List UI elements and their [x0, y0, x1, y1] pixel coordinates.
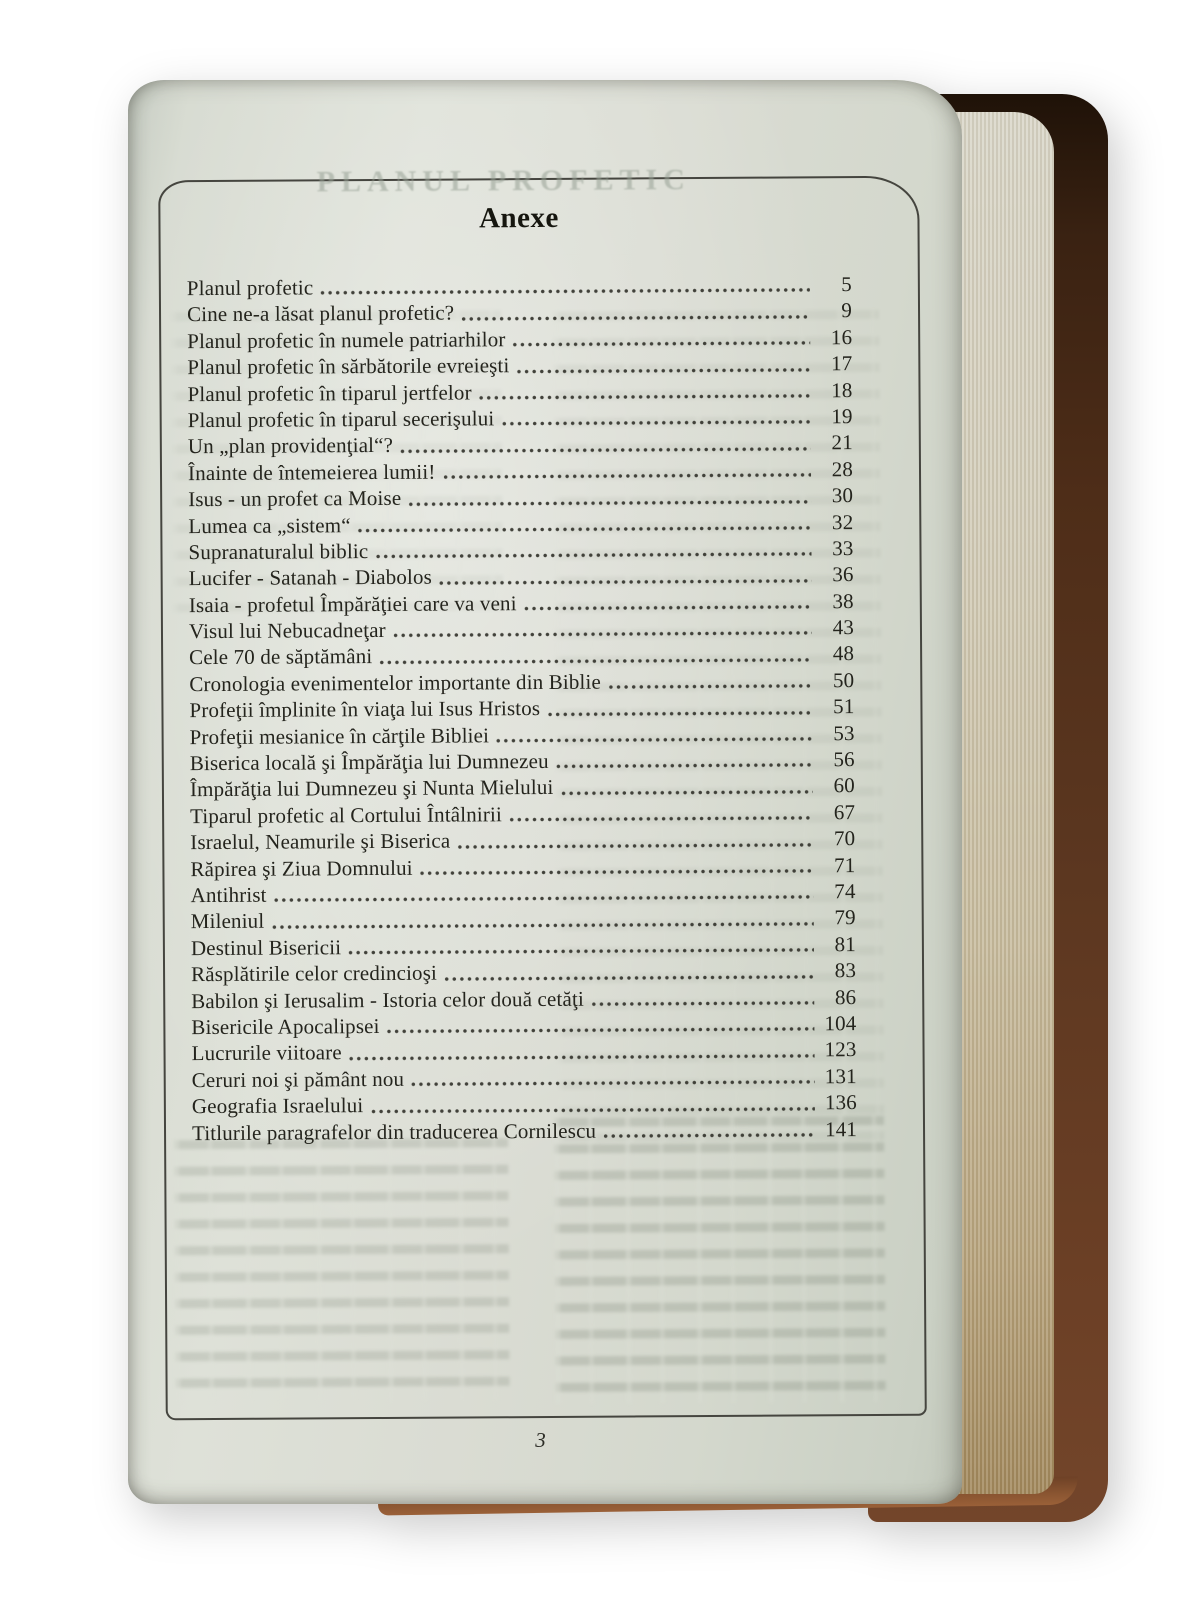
toc-entry-page: 18 — [831, 377, 853, 402]
page-title: Anexe — [478, 201, 559, 235]
toc-row — [191, 1037, 856, 1067]
toc-leader-dots — [444, 972, 814, 983]
toc-leader-dots — [591, 998, 814, 1008]
toc-row — [188, 483, 853, 513]
bleed-through-text-block — [554, 1116, 886, 1404]
toc-entry-page: 136 — [824, 1090, 857, 1115]
toc-leader-dots — [274, 893, 814, 905]
toc-leader-dots — [348, 946, 814, 958]
toc-row — [190, 747, 855, 777]
toc-row — [189, 668, 854, 698]
toc-entry-page: 48 — [832, 641, 855, 666]
toc-leader-dots — [479, 391, 811, 402]
toc-row — [190, 800, 855, 830]
toc-entry-page: 9 — [841, 298, 853, 323]
toc-entry-page: 50 — [832, 667, 855, 693]
toc-entry-title: Lucrurile viitoare — [191, 1040, 342, 1066]
toc-row — [189, 562, 854, 592]
toc-entry-page: 43 — [832, 615, 855, 640]
toc-entry-title: Un „plan providenţial“? — [187, 433, 394, 459]
toc-row — [191, 985, 856, 1015]
toc-row — [189, 589, 854, 619]
toc-entry-page: 19 — [831, 404, 853, 429]
toc-entry-title: Visul lui Nebucadneţar — [188, 618, 386, 644]
toc-leader-dots — [443, 470, 812, 481]
toc-entry-page: 30 — [831, 483, 854, 508]
toc-entry-page: 56 — [833, 747, 855, 772]
toc-entry-page: 5 — [841, 272, 852, 297]
toc-entry-title: Biserica locală şi Împărăţia lui Dumnezeu — [189, 748, 549, 776]
toc-entry-page: 74 — [834, 879, 856, 904]
toc-entry-page: 70 — [833, 826, 856, 851]
toc-entry-page: 51 — [833, 694, 855, 719]
toc-entry-title: Lumea ca „sistem“ — [188, 512, 351, 538]
toc-entry-title: Destinul Bisericii — [190, 934, 342, 960]
toc-entry-title: Babilon şi Ierusalim - Istoria celor două cetăţi — [191, 986, 584, 1013]
toc-entry-title: Răpirea şi Ziua Domnului — [190, 855, 413, 881]
toc-row — [188, 510, 853, 540]
toc-entry-page: 123 — [824, 1037, 857, 1062]
toc-row — [192, 1117, 857, 1147]
toc-row — [190, 853, 855, 883]
toc-list — [187, 272, 857, 1147]
toc-entry-title: Isus - un profet ca Moise — [188, 485, 402, 512]
toc-entry-page: 53 — [833, 720, 855, 745]
toc-row — [187, 298, 852, 328]
toc-entry-page: 81 — [834, 931, 856, 956]
toc-entry-title: Antihrist — [190, 882, 267, 908]
toc-entry-title: Bisericile Apocalipsei — [191, 1013, 380, 1040]
toc-leader-dots — [393, 629, 812, 641]
book — [128, 80, 1108, 1522]
toc-row — [188, 457, 853, 487]
toc-entry-title: Tiparul profetic al Cortului Întâlnirii — [190, 802, 503, 828]
toc-leader-dots — [461, 312, 810, 323]
toc-entry-page: 131 — [824, 1063, 857, 1088]
book-page — [128, 80, 962, 1504]
toc-entry-title: Planul profetic în tiparul jertfelor — [187, 379, 472, 406]
toc-entry-title: Înainte de întemeierea lumii! — [187, 459, 436, 485]
toc-entry-title: Profeţii împlinite în viaţa lui Isus Hristos — [189, 696, 541, 723]
toc-entry-title: Geografia Israelului — [191, 1093, 364, 1119]
toc-leader-dots — [411, 1077, 815, 1088]
toc-leader-dots — [370, 1104, 815, 1116]
toc-row — [191, 879, 856, 909]
toc-row — [189, 615, 854, 645]
bleed-through-header: PLANUL PROFETIC — [316, 163, 691, 199]
toc-row — [190, 721, 855, 751]
toc-row — [191, 958, 856, 988]
toc-row — [190, 826, 855, 856]
toc-entry-title: Răsplătirile celor credincioşi — [190, 960, 438, 987]
toc-leader-dots — [556, 761, 813, 772]
toc-entry-page: 21 — [831, 430, 853, 455]
toc-row — [187, 325, 852, 355]
toc-entry-title: Ceruri noi şi pământ nou — [191, 1066, 405, 1092]
toc-leader-dots — [271, 919, 814, 931]
toc-entry-title: Titlurile paragrafelor din traducerea Cornilescu — [191, 1118, 597, 1145]
toc-entry-page: 141 — [824, 1116, 858, 1141]
toc-row — [189, 694, 854, 724]
toc-row — [192, 1090, 857, 1120]
toc-row — [189, 642, 854, 672]
toc-leader-dots — [320, 286, 810, 298]
toc-row — [191, 905, 856, 935]
toc-leader-dots — [509, 814, 813, 825]
page-border-frame — [158, 163, 927, 1421]
toc-entry-title: Cine ne-a lăsat planul profetic? — [186, 300, 455, 327]
toc-row — [188, 404, 853, 434]
toc-row — [192, 1064, 857, 1094]
folio-page-number: 3 — [535, 1428, 546, 1452]
toc-entry-page: 38 — [832, 588, 854, 613]
toc-row — [191, 1011, 856, 1041]
toc-leader-dots — [375, 550, 811, 562]
toc-entry-title: Isaia - profetul Împărăţiei care va veni — [188, 590, 517, 617]
toc-entry-page: 28 — [831, 456, 854, 481]
toc-entry-title: Împărăţia lui Dumnezeu şi Nunta Mielului — [189, 775, 554, 802]
toc-leader-dots — [420, 866, 814, 877]
toc-entry-title: Planul profetic — [186, 275, 314, 301]
toc-row — [187, 272, 852, 302]
toc-leader-dots — [457, 840, 813, 851]
toc-leader-dots — [560, 787, 813, 798]
toc-leader-dots — [603, 1130, 815, 1140]
toc-entry-page: 17 — [830, 351, 853, 376]
toc-entry-page: 83 — [834, 958, 857, 983]
toc-entry-page: 86 — [834, 984, 857, 1009]
toc-leader-dots — [524, 602, 812, 613]
toc-leader-dots — [608, 682, 812, 692]
toc-leader-dots — [547, 708, 812, 719]
toc-leader-dots — [349, 1051, 815, 1063]
toc-entry-title: Lucifer - Satanah - Diabolos — [188, 564, 433, 591]
toc-leader-dots — [400, 444, 811, 456]
toc-row — [187, 378, 852, 408]
toc-row — [187, 351, 852, 381]
toc-entry-title: Mileniul — [190, 909, 265, 934]
toc-row — [191, 932, 856, 962]
toc-entry-page: 104 — [824, 1011, 857, 1036]
toc-entry-page: 79 — [834, 905, 856, 930]
toc-entry-title: Profeţii mesianice în cărţile Bibliei — [189, 722, 490, 749]
toc-leader-dots — [439, 576, 812, 587]
toc-leader-dots — [516, 365, 810, 376]
toc-leader-dots — [358, 523, 812, 535]
toc-row — [188, 536, 853, 566]
toc-entry-page: 16 — [830, 324, 853, 350]
bleed-through-text-block — [174, 1138, 510, 1402]
toc-leader-dots — [387, 1025, 815, 1037]
toc-leader-dots — [501, 418, 810, 429]
toc-entry-title: Planul profetic în numele patriarhilor — [187, 326, 506, 353]
toc-entry-page: 33 — [832, 536, 854, 561]
toc-leader-dots — [408, 497, 811, 508]
toc-row — [190, 774, 855, 804]
toc-entry-page: 36 — [832, 562, 854, 587]
toc-entry-title: Supranaturalul biblic — [188, 538, 369, 565]
toc-entry-page: 32 — [831, 509, 854, 534]
toc-entry-page: 67 — [833, 799, 856, 825]
toc-row — [188, 430, 853, 460]
toc-entry-title: Planul profetic în tiparul secerişului — [187, 406, 495, 433]
toc-entry-title: Israelul, Neamurile şi Biserica — [190, 828, 451, 855]
toc-leader-dots — [512, 339, 810, 350]
toc-entry-title: Cronologia evenimentelor importante din Biblie — [189, 669, 602, 697]
toc-entry-page: 60 — [833, 773, 856, 798]
toc-leader-dots — [496, 734, 813, 745]
toc-entry-page: 71 — [834, 852, 856, 877]
toc-leader-dots — [379, 655, 812, 667]
toc-entry-title: Planul profetic în sărbătorile evreieşti — [187, 353, 510, 380]
toc-entry-title: Cele 70 de săptămâni — [189, 644, 373, 670]
